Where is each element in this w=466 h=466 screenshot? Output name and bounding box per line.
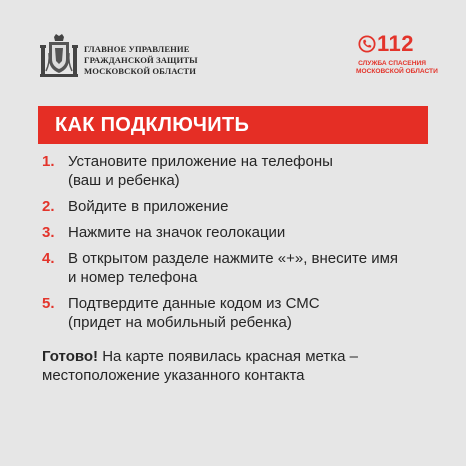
service-name-line: СЛУЖБА СПАСЕНИЯ xyxy=(358,60,426,67)
coat-of-arms-icon xyxy=(40,33,78,79)
note-line xyxy=(42,347,442,366)
list-item xyxy=(42,223,432,242)
note-line: местоположение указанного контакта xyxy=(42,367,305,384)
step-number: 3. xyxy=(42,224,55,241)
step-line: Установите приложение на телефоны xyxy=(68,153,333,170)
phone-icon xyxy=(358,35,376,53)
step-number: 4. xyxy=(42,250,55,267)
title-banner xyxy=(38,106,428,144)
list-item xyxy=(42,249,432,287)
rescue-service-logo xyxy=(356,31,438,82)
header xyxy=(0,0,466,100)
step-number: 2. xyxy=(42,198,55,215)
step-text xyxy=(68,249,432,287)
org-name-line: ГРАЖДАНСКОЙ ЗАЩИТЫ xyxy=(84,55,198,65)
step-line: Нажмите на значок геолокации xyxy=(68,224,286,241)
step-line: (придет на мобильный ребенка) xyxy=(68,314,292,331)
service-name xyxy=(356,60,438,76)
steps-list xyxy=(42,152,432,339)
list-item xyxy=(42,197,432,216)
step-number: 1. xyxy=(42,153,55,170)
step-line: В открытом разделе нажмите «+», внесите имя xyxy=(68,250,399,267)
note-text: На карте появилась красная метка – xyxy=(98,348,358,365)
step-line: Войдите в приложение xyxy=(68,198,229,215)
completion-note xyxy=(42,347,442,385)
page-title: КАК ПОДКЛЮЧИТЬ xyxy=(55,114,250,136)
list-item xyxy=(42,152,432,190)
step-text xyxy=(68,197,432,216)
org-name xyxy=(84,44,198,77)
note-bold: Готово! xyxy=(42,348,99,365)
org-name-line: ГЛАВНОЕ УПРАВЛЕНИЕ xyxy=(84,44,190,54)
list-item xyxy=(42,294,432,332)
org-name-line: МОСКОВСКОЙ ОБЛАСТИ xyxy=(84,66,197,76)
step-line: и номер телефона xyxy=(68,269,198,286)
service-number: 112 xyxy=(377,31,414,56)
service-name-line: МОСКОВСКОЙ ОБЛАСТИ xyxy=(356,68,438,75)
step-text xyxy=(68,152,432,190)
step-number: 5. xyxy=(42,295,55,312)
step-line: Подтвердите данные кодом из СМС xyxy=(68,295,320,312)
step-line: (ваш и ребенка) xyxy=(68,172,180,189)
step-text xyxy=(68,294,432,332)
step-text xyxy=(68,223,432,242)
